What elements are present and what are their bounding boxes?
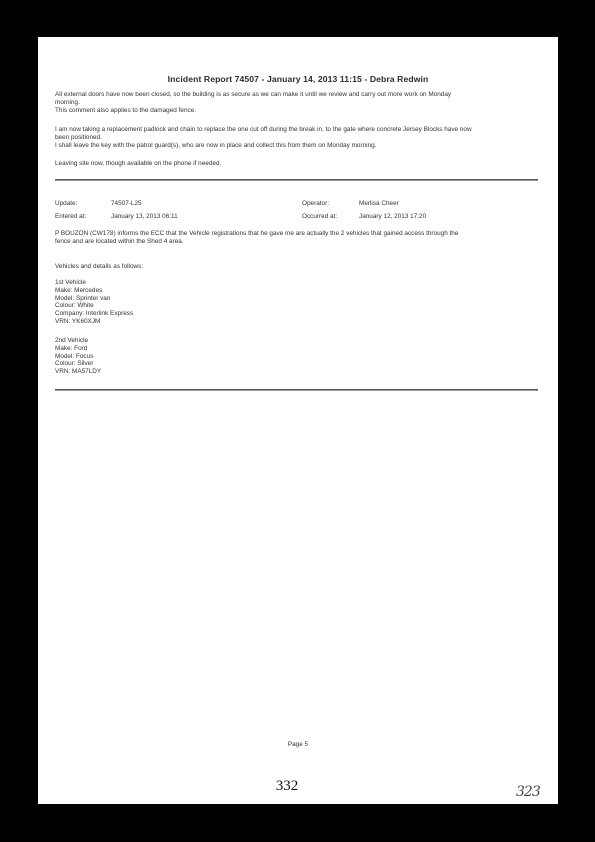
update-label: Update: bbox=[55, 200, 78, 207]
page-number: Page 5 bbox=[287, 741, 309, 748]
occurred-value: January 12, 2013 17:20 bbox=[359, 213, 427, 220]
handwritten-number: 323 bbox=[516, 784, 540, 800]
occurred-label: Occurred at: bbox=[302, 213, 338, 220]
section-divider-bottom bbox=[55, 389, 538, 391]
report-paragraph-2: I am now taking a replacement padlock and chain to replace the one cut off during the break in, to the gate where concrete Jersey Blocks have now been positioned. I shall leave the key with the patrol guard(s), who are now in place and collect this from them on Monday morning. bbox=[55, 126, 472, 149]
entered-value: January 13, 2013 06:11 bbox=[111, 213, 178, 220]
update-body: P BOUZON (CW178) informs the ECC that the Vehicle registrations that he gave me are actually the 2 vehicles that gained access through the fence and are located within the Shed 4 area. bbox=[55, 230, 459, 245]
report-title: Incident Report 74507 - January 14, 2013 11:15 - Debra Redwin bbox=[167, 74, 429, 84]
stamped-number: 332 bbox=[275, 778, 299, 794]
operator-value: Merlisa Cheer bbox=[359, 200, 399, 207]
section-divider bbox=[55, 179, 538, 181]
report-paragraph-1: All external doors have now been closed, so the building is as secure as we can make it until we review and carry out more work on Monday morning. This comment also applies to the damaged fence. bbox=[55, 91, 452, 114]
vehicle-1-details: 1st Vehicle Make: Mercedes Model: Sprinter van Colour: White Company: Interlink Express VRN: YK60XJM bbox=[55, 279, 134, 325]
document-page bbox=[38, 37, 558, 804]
update-value: 74507-L25 bbox=[111, 200, 142, 207]
operator-label: Operator: bbox=[302, 200, 329, 207]
vehicle-2-details: 2nd Vehicle Make: Ford Model: Focus Colour: Silver VRN: MA57LDY bbox=[55, 337, 102, 376]
entered-label: Entered at: bbox=[55, 213, 87, 220]
report-paragraph-3: Leaving site now, though available on the phone if needed. bbox=[55, 160, 222, 167]
vehicles-intro: Vehicles and details as follows: bbox=[55, 263, 144, 270]
